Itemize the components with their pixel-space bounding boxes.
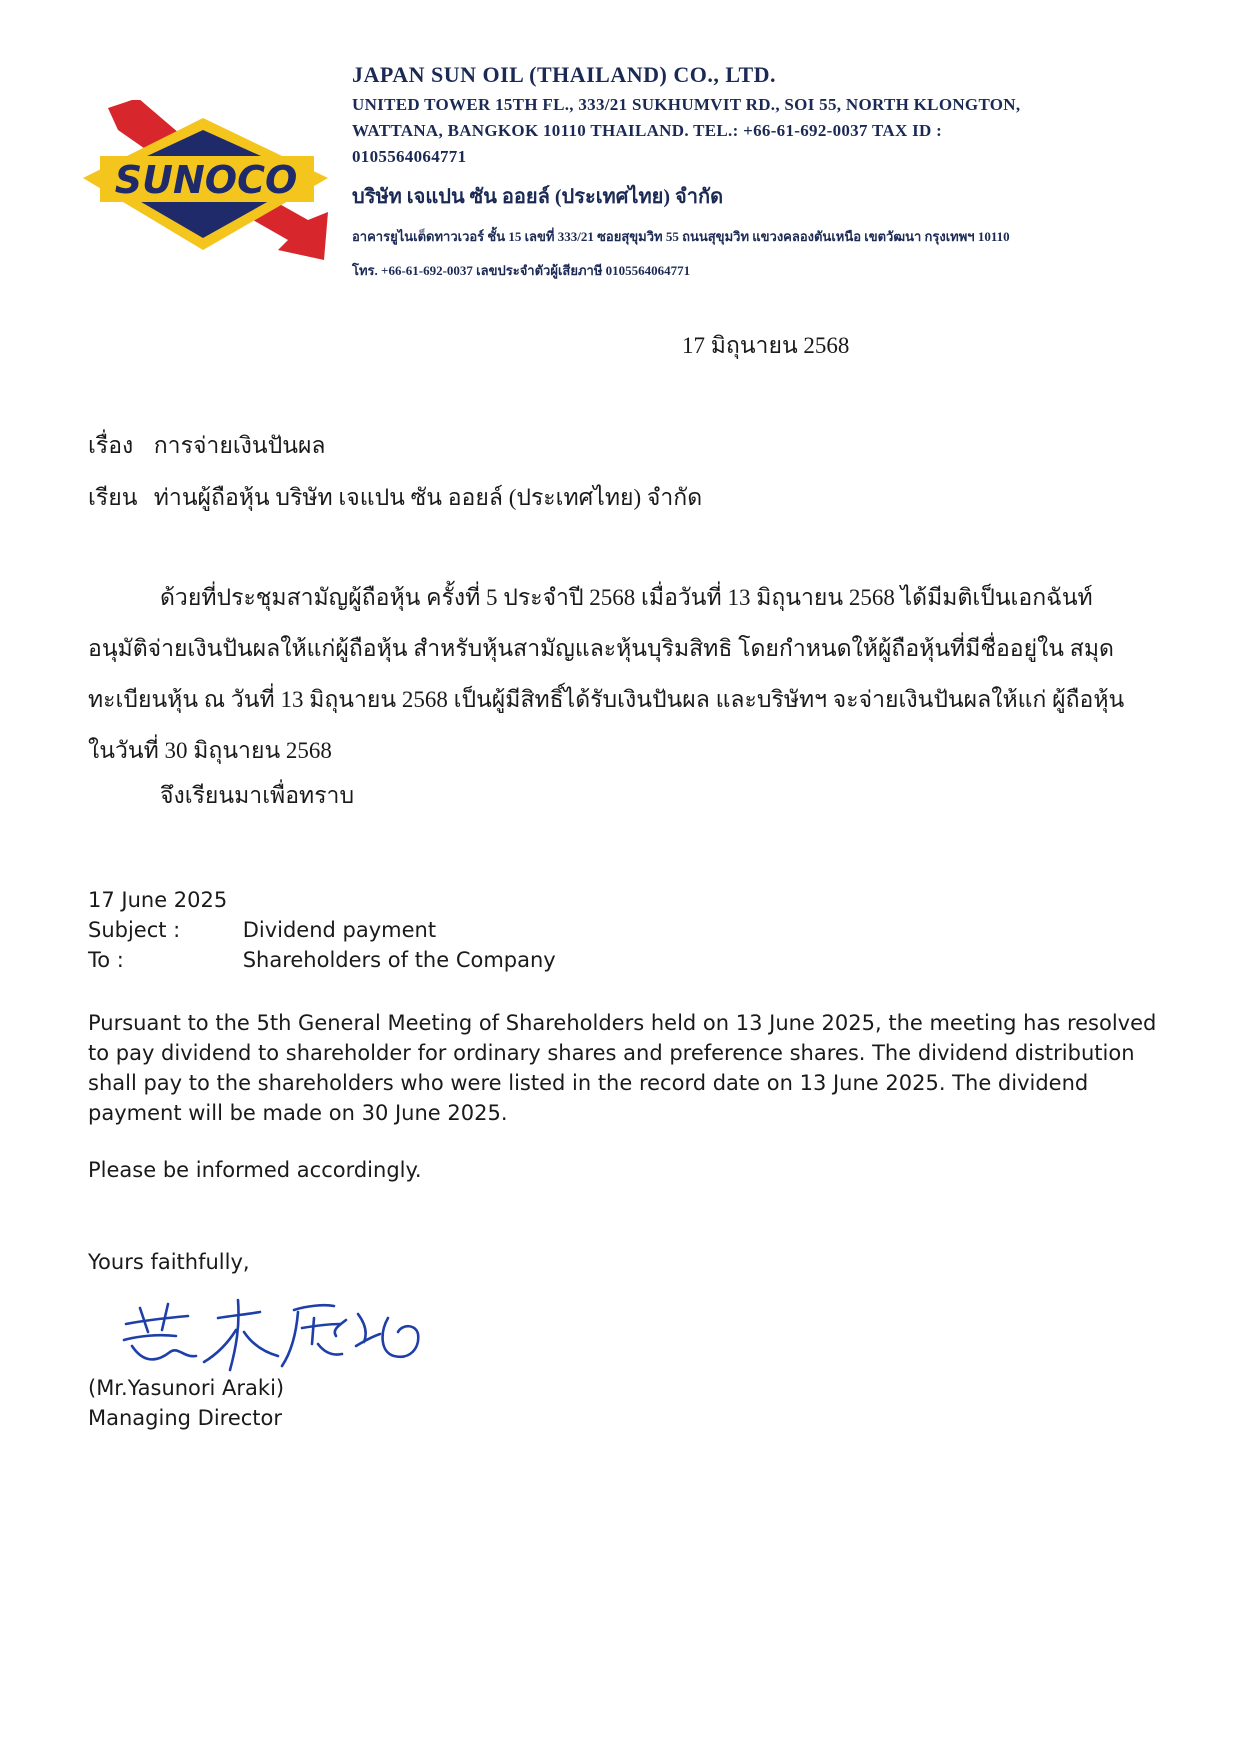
english-body: Pursuant to the 5th General Meeting of Shareholders held on 13 June 2025, the meeting has resolved to pay dividend to shareholder for ordinary shares and preference shares. The dividend distribution shall pay to the shareholders who were listed in the record date on 13 June 2025. The dividend payment will be made on 30 June 2025.: [88, 1011, 1157, 1125]
address-th: อาคารยูไนเต็ดทาวเวอร์ ชั้น 15 เลขที่ 333/21 ซอยสุขุมวิท 55 ถนนสุขุมวิท แขวงคลองตันเหนือ เขตวัฒนา กรุงเทพฯ 10110: [352, 229, 1010, 244]
company-name-th: บริษัท เจแปน ซัน ออยล์ (ประเทศไทย) จำกัด: [352, 186, 724, 208]
english-subject: Dividend payment: [242, 918, 437, 942]
letterhead-english: [352, 62, 1020, 170]
company-name-en: JAPAN SUN OIL (THAILAND) CO., LTD.: [352, 62, 777, 87]
english-yours-faithfully: Yours faithfully,: [88, 1250, 250, 1274]
thai-body: [88, 572, 1138, 776]
english-to-row: [88, 948, 556, 972]
logo-wordmark: SUNOCO: [114, 158, 298, 202]
thai-to: ท่านผู้ถือหุ้น บริษัท เจแปน ซัน ออยล์ (ประเทศไทย) จำกัด: [153, 485, 703, 510]
tel-th: โทร. +66-61-692-0037 เลขประจำตัวผู้เสียภาษี 0105564064771: [352, 263, 691, 278]
thai-subject-row: [88, 428, 326, 464]
english-date: 17 June 2025: [88, 888, 228, 912]
address-line-1: UNITED TOWER 15TH FL., 333/21 SUKHUMVIT RD., SOI 55, NORTH KLONGTON,: [352, 95, 1021, 114]
signatory-title: Managing Director: [88, 1406, 283, 1430]
sunoco-logo: [78, 100, 338, 270]
address-line-2: WATTANA, BANGKOK 10110 THAILAND. TEL.: +66-61-692-0037 TAX ID :: [352, 121, 943, 140]
signature: [118, 1296, 428, 1376]
thai-subject-label: เรื่อง: [88, 433, 134, 458]
thai-date: 17 มิถุนายน 2568: [682, 333, 850, 358]
english-subject-row: [88, 918, 436, 942]
english-to: Shareholders of the Company: [242, 948, 556, 972]
signatory-name: (Mr.Yasunori Araki): [88, 1376, 285, 1400]
address-line-3: 0105564064771: [352, 147, 467, 166]
english-to-label: To :: [88, 948, 124, 972]
thai-body-text: ด้วยที่ประชุมสามัญผู้ถือหุ้น ครั้งที่ 5 ประจำปี 2568 เมื่อวันที่ 13 มิถุนายน 2568 ได้มีมติเป็นเอกฉันท์ อนุมัติจ่ายเงินปันผลให้แก่ผู้ถือหุ้น สำหรับหุ้นสามัญและหุ้นบุริมสิทธิ โดยกำหนดให้ผู้ถือหุ้นที่มีชื่ออยู่ใน สมุดทะเบียนหุ้น ณ วันที่ 13 มิถุนายน 2568 เป็นผู้มีสิทธิ์ได้รับเงินปันผล และบริษัทฯ จะจ่ายเงินปันผลให้แก่ ผู้ถือหุ้นในวันที่ 30 มิถุนายน 2568: [88, 585, 1125, 763]
thai-subject: การจ่ายเงินปันผล: [153, 433, 326, 458]
thai-to-row: [88, 480, 702, 516]
thai-closing: จึงเรียนมาเพื่อทราบ: [160, 783, 355, 808]
english-informed: Please be informed accordingly.: [88, 1158, 422, 1182]
english-subject-label: Subject :: [88, 918, 181, 942]
thai-to-label: เรียน: [88, 485, 138, 510]
